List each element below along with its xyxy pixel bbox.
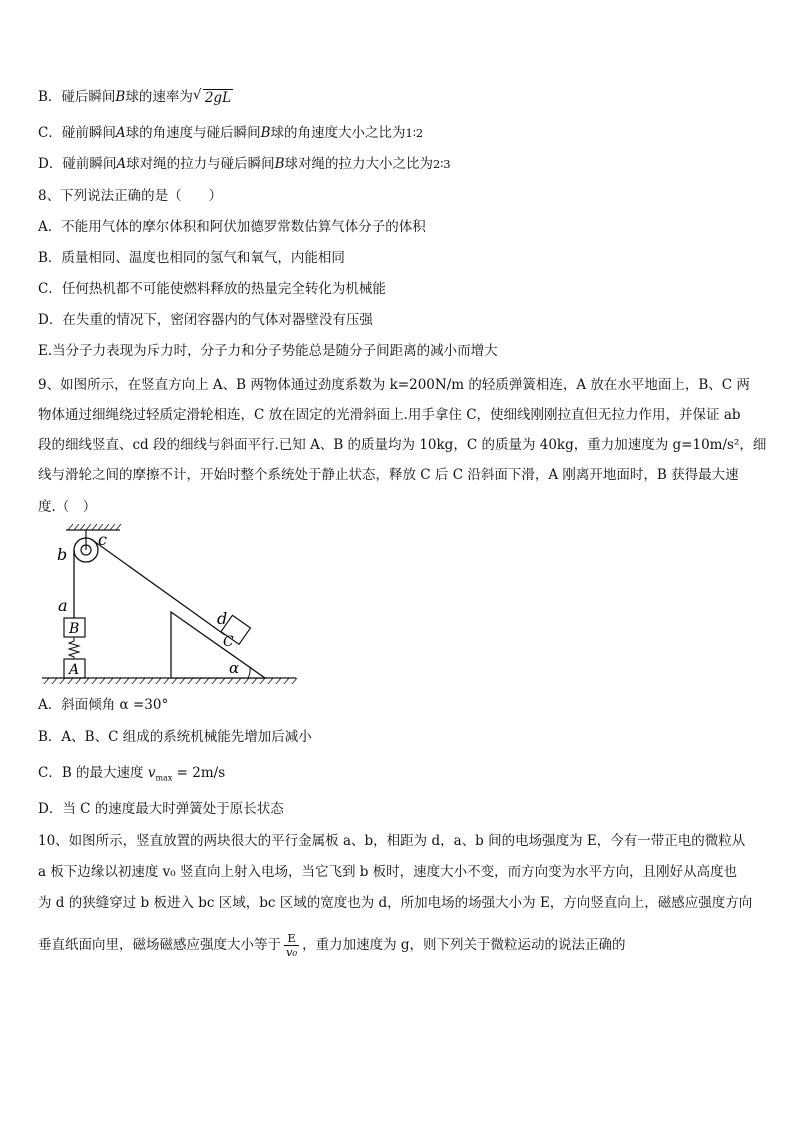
q9-stem-line2: 物体通过细绳绕过轻质定滑轮相连，C 放在固定的光滑斜面上.用手拿住 C，使细线刚刚拉直但无拉力作用，并保证 ab bbox=[38, 407, 741, 423]
fraction-denominator: v₀ bbox=[286, 945, 298, 959]
q10-line4-prefix: 垂直纸面向里，磁场磁感应强度大小等于 bbox=[38, 937, 281, 953]
box-a-label: A bbox=[69, 662, 80, 678]
q9-option-c bbox=[38, 764, 225, 788]
angle-label: α bbox=[229, 659, 240, 677]
q7-optc-ball-a: A bbox=[115, 125, 126, 141]
q9-option-d: D．当 C 的速度最大时弹簧处于原长状态 bbox=[38, 801, 284, 817]
sqrt-expression bbox=[192, 86, 233, 107]
q9-optc-sub: max bbox=[155, 773, 173, 783]
q10-stem-line2: a 板下边缘以初速度 v₀ 竖直向上射入电场，当它飞到 b 板时，速度大小不变，而方向变为水平方向，且刚好从高度也 bbox=[38, 864, 738, 880]
sqrt-content: 2gL bbox=[204, 89, 232, 106]
rope-cd bbox=[91, 539, 228, 635]
q10-stem-line4 bbox=[38, 932, 626, 959]
q7-optc-ball-b: B bbox=[260, 125, 271, 141]
q7-optc-prefix: C．碰前瞬间 bbox=[38, 125, 116, 141]
spring bbox=[69, 637, 79, 659]
q8-option-a: A．不能用气体的摩尔体积和阿伏加德罗常数估算气体分子的体积 bbox=[38, 219, 426, 235]
q7-optd-mid1: 球对绳的拉力与碰后瞬间 bbox=[126, 156, 275, 172]
q10-line4-suffix: ，重力加速度为 g，则下列关于微粒运动的说法正确的 bbox=[302, 937, 626, 953]
q10-stem-line3: 为 d 的狭缝穿过 b 板进入 bc 区域，bc 区域的宽度也为 d，所加电场的场强大小为 E，方向竖直向上，磁感应强度方向 bbox=[38, 895, 753, 911]
q8-option-c: C．任何热机都不可能使燃料释放的热量完全转化为机械能 bbox=[38, 281, 386, 297]
label-a: a bbox=[58, 596, 68, 615]
q7-optc-mid2: 球的角速度大小之比为 bbox=[270, 125, 406, 141]
fraction-e-over-v0 bbox=[284, 932, 299, 959]
q8-stem: 8、下列说法正确的是（ ） bbox=[38, 188, 223, 204]
q8-option-b: B．质量相同、温度也相同的氢气和氧气，内能相同 bbox=[38, 250, 345, 266]
q9-stem-line1: 9、如图所示，在竖直方向上 A、B 两物体通过劲度系数为 k=200N/m 的轻质弹簧相连，A 放在水平地面上，B、C 两 bbox=[38, 377, 750, 393]
q7-optc-ratio: 1∶2 bbox=[405, 126, 424, 140]
q7-optb-mid: 球的速率为 bbox=[125, 89, 193, 105]
q9-stem-line5: 度.（ ） bbox=[38, 499, 97, 515]
q9-option-a: A．斜面倾角 α =30° bbox=[38, 697, 169, 713]
q10-stem-line1: 10、如图所示，竖直放置的两块很大的平行金属板 a、b，相距为 d，a、b 间的电场强度为 E，今有一带正电的微粒从 bbox=[38, 833, 746, 849]
label-b: b bbox=[57, 545, 68, 564]
q7-option-d bbox=[38, 155, 451, 173]
q7-option-c bbox=[38, 124, 423, 142]
q9-stem-line4: 线与滑轮之间的摩擦不计，开始时整个系统处于静止状态，释放 C 后 C 沿斜面下滑，A 刚离开地面时，B 获得最大速 bbox=[38, 467, 739, 483]
radical-sign: √ bbox=[192, 86, 202, 103]
ceiling-hatch bbox=[68, 524, 121, 530]
q7-option-b bbox=[38, 88, 233, 107]
box-c-label: C bbox=[223, 634, 234, 650]
q7-optd-mid2: 球对绳的拉力大小之比为 bbox=[284, 156, 433, 172]
q9-optc-prefix: C．B 的最大速度 bbox=[38, 765, 148, 781]
q7-optd-prefix: D．碰前瞬间 bbox=[38, 156, 117, 172]
q9-stem-line3: 段的细线竖直、cd 段的细线与斜面平行.已知 A、B 的质量均为 10kg，C 的质量为 40kg，重力加速度为 g=10m/s²，细 bbox=[38, 437, 767, 453]
fraction-numerator: E bbox=[284, 932, 299, 946]
q8-option-e: E.当分子力表现为斥力时，分子力和分子势能总是随分子间距离的减小而增大 bbox=[38, 343, 498, 359]
q8-option-d: D．在失重的情况下，密闭容器内的气体对器壁没有压强 bbox=[38, 312, 373, 328]
box-b-label: B bbox=[69, 621, 80, 637]
q7-optd-ball-a: A bbox=[116, 156, 127, 172]
q9-figure bbox=[40, 520, 302, 690]
label-c: c bbox=[98, 530, 107, 549]
q9-optc-v: v bbox=[147, 765, 156, 781]
q9-optc-val: = 2m/s bbox=[172, 765, 226, 781]
label-d: d bbox=[217, 609, 228, 628]
q7-optd-ball-b: B bbox=[274, 156, 285, 172]
q7-optb-ball: B bbox=[115, 89, 126, 105]
q7-optc-mid1: 球的角速度与碰后瞬间 bbox=[125, 125, 261, 141]
ground-hatch bbox=[44, 678, 297, 684]
q7-optb-prefix: B．碰后瞬间 bbox=[38, 89, 116, 105]
q7-optd-ratio: 2∶3 bbox=[433, 157, 451, 171]
q9-option-b: B．A、B、C 组成的系统机械能先增加后减小 bbox=[38, 729, 312, 745]
